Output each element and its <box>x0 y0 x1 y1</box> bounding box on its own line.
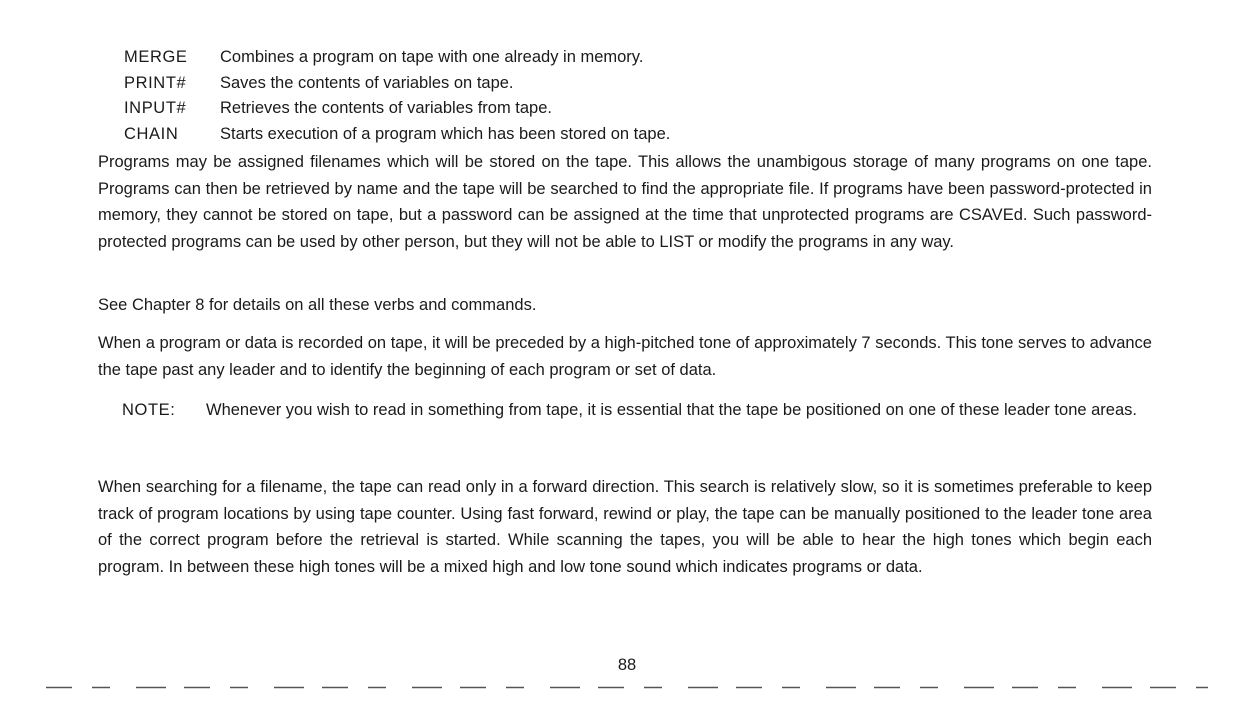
footer-dashed-rule <box>46 686 1208 689</box>
command-name: MERGE <box>124 48 188 66</box>
command-row-merge <box>124 45 824 71</box>
paragraph-filenames: Programs may be assigned filenames which will be stored on the tape. This allows the unambigous storage of many programs on one tape. Programs can then be retrieved by name and the tape will be searched to find the appropriate file. If programs have been password-protected in memory, they cannot be stored on tape, but a password can be assigned at the time that unprotected programs are CSAVEd. Such password-protected programs can be used by other person, but they will not be able to LIST or modify the programs in any way. <box>98 153 1152 251</box>
command-description: Retrieves the contents of variables from tape. <box>220 99 552 117</box>
command-description: Saves the contents of variables on tape. <box>220 73 514 92</box>
command-name: CHAIN <box>124 124 179 143</box>
paragraph-searching: When searching for a filename, the tape can read only in a forward direction. This search is relatively slow, so it is sometimes preferable to keep track of program locations by using tape counter. Using fast forward, rewind or play, the tape can be manually positioned to the leader tone area of the correct program before the retrieval is started. While scanning the tapes, you will be able to hear the high tones which begin each program. In between these high tones will be a mixed high and low tone sound which indicates programs or data. <box>98 478 1152 576</box>
command-description: Starts execution of a program which has been stored on tape. <box>220 124 671 143</box>
paragraph-leader-tone: When a program or data is recorded on tape, it will be preceded by a high-pitched tone of approximately 7 seconds. This tone serves to advance the tape past any leader and to identify the beginning of each program or set of data. <box>98 334 1152 379</box>
command-name: PRINT# <box>124 73 187 92</box>
command-row-input <box>124 96 824 122</box>
command-row-chain <box>124 122 824 148</box>
note-block <box>122 397 1152 424</box>
note-label: NOTE: <box>122 401 176 419</box>
command-name: INPUT# <box>124 99 187 117</box>
command-list <box>124 45 824 147</box>
command-description: Combines a program on tape with one already in memory. <box>220 48 644 66</box>
command-row-print <box>124 71 824 97</box>
paragraph-see-chapter: See Chapter 8 for details on all these verbs and commands. <box>98 296 537 314</box>
page-number: 88 <box>617 656 637 674</box>
note-text: Whenever you wish to read in something from tape, it is essential that the tape be positioned on one of these leader tone areas. <box>206 401 1137 419</box>
